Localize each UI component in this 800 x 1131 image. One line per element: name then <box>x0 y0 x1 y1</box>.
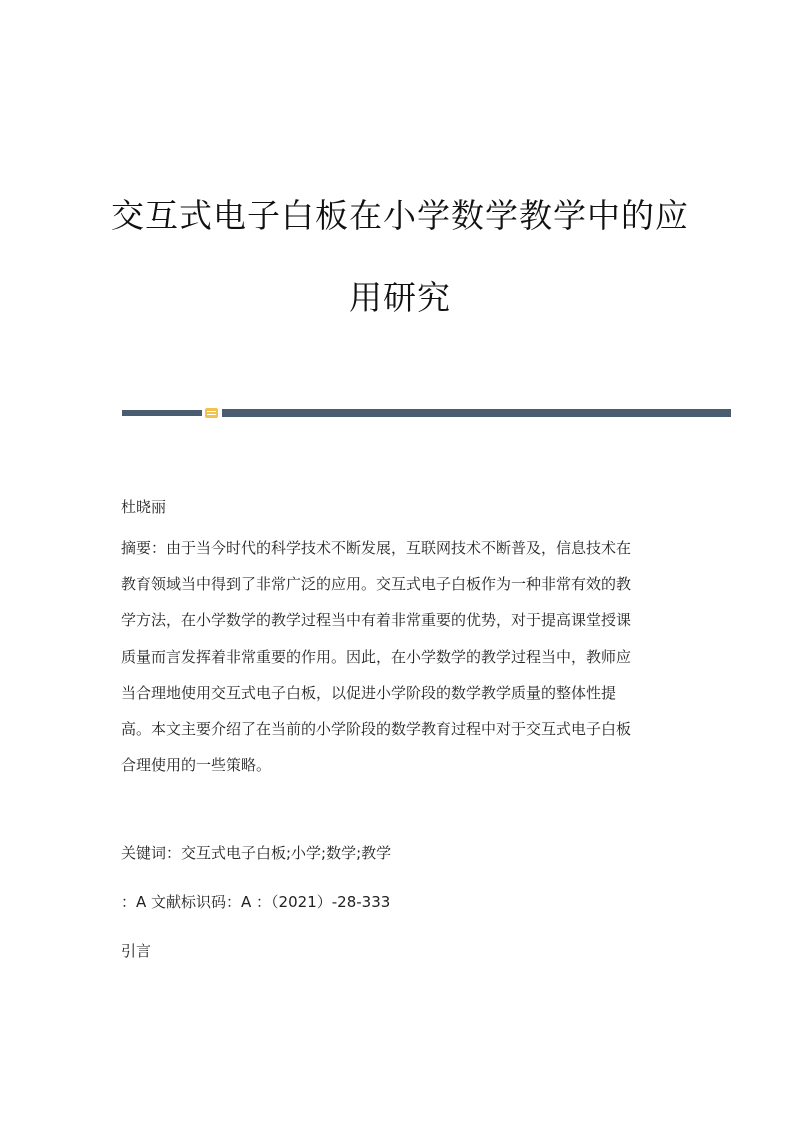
page-title-line-1: 交互式电子白板在小学数学教学中的应 <box>111 196 689 235</box>
abstract-line: 合理使用的一些策略。 <box>121 756 272 775</box>
divider-right-bar <box>222 409 731 417</box>
abstract-line: 学方法，在小学数学的教学过程当中有着非常重要的优势，对于提高课堂授课 <box>121 611 632 630</box>
abstract-line: 当合理地使用交互式电子白板，以促进小学阶段的数学教学质量的整体性提 <box>121 683 617 702</box>
document-icon <box>205 408 218 418</box>
abstract-line: 高。本文主要介绍了在当前的小学阶段的数学教育过程中对于交互式电子白板 <box>121 719 632 738</box>
page-title-line-2: 用研究 <box>349 278 451 317</box>
title-divider <box>122 409 731 417</box>
author-name: 杜晓丽 <box>121 498 167 516</box>
classification-line: ：A 文献标识码：A ：（2021）-28-333 <box>121 893 391 911</box>
abstract-line: 教育领域当中得到了非常广泛的应用。交互式电子白板作为一种非常有效的教 <box>121 575 632 594</box>
abstract-line: 摘要：由于当今时代的科学技术不断发展，互联网技术不断普及，信息技术在 <box>121 539 632 557</box>
intro-heading: 引言 <box>121 942 152 960</box>
divider-left-bar <box>122 410 202 416</box>
abstract-paragraph <box>121 536 681 789</box>
keywords-line: 关键词：交互式电子白板;小学;数学;教学 <box>121 844 392 862</box>
abstract-line: 质量而言发挥着非常重要的作用。因此，在小学数学的教学过程当中，教师应 <box>121 647 632 666</box>
